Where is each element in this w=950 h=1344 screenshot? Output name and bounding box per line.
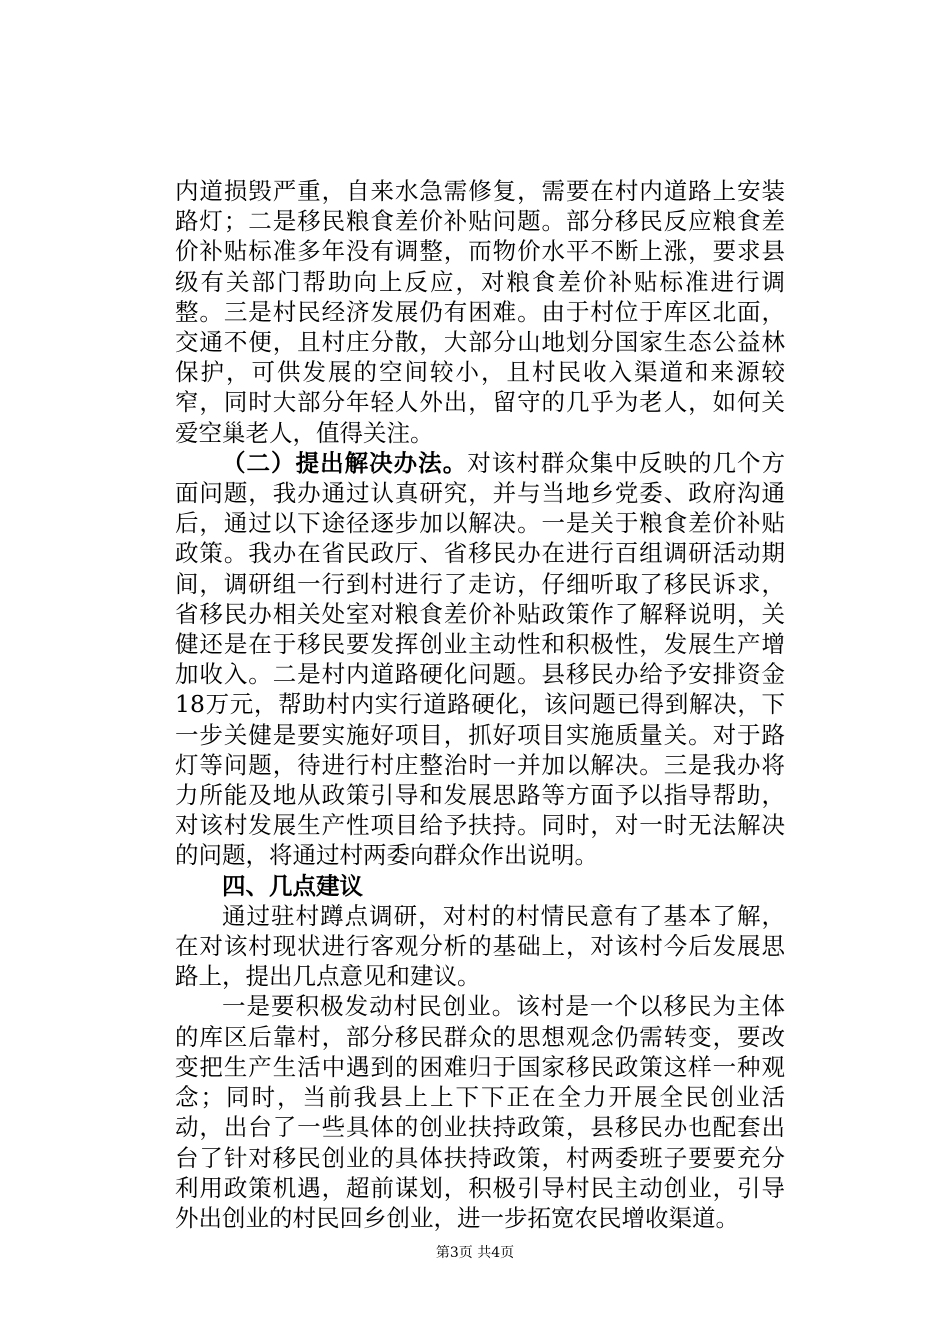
document-body bbox=[175, 176, 785, 1233]
paragraph-suggestion-one: 一是要积极发动村民创业。该村是一个以移民为主体的库区后靠村，部分移民群众的思想观念仍需转变，要改变把生产生活中遇到的困难归于国家移民政策这样一种观念；同时，当前我县上上下下正在全力开展全民创业活动，出台了一些具体的创业扶持政策，县移民办也配套出台了针对移民创业的具体扶持政策，村两委班子要要充分利用政策机遇，超前谋划，积极引导村民主动创业，引导外出创业的村民回乡创业，进一步拓宽农民增收渠道。 bbox=[175, 992, 785, 1232]
paragraph-solutions bbox=[175, 448, 785, 871]
paragraph-solutions-text: 对该村群众集中反映的几个方面问题，我办通过认真研究，并与当地乡党委、政府沟通后，通过以下途径逐步加以解决。一是关于粮食差价补贴政策。我办在省民政厅、省移民办在进行百组调研活动期间，调研组一行到村进行了走访，仔细听取了移民诉求，省移民办相关处室对粮食差价补贴政策作了解释说明，关健还是在于移民要发挥创业主动性和积极性，发展生产增加收入。二是村内道路硬化问题。县移民办给予安排资金18万元，帮助村内实行道路硬化，该问题已得到解决，下一步关健是要实施好项目，抓好项目实施质量关。对于路灯等问题，待进行村庄整治时一并加以解决。三是我办将力所能及地从政策引导和发展思路等方面予以指导帮助，对该村发展生产性项目给予扶持。同时，对一时无法解决的问题，将通过村两委向群众作出说明。 bbox=[175, 448, 786, 870]
section-subheading-solutions: （二）提出解决办法。 bbox=[222, 448, 468, 477]
paragraph-suggestions-intro: 通过驻村蹲点调研，对村的村情民意有了基本了解，在对该村现状进行客观分析的基础上，对该村今后发展思路上，提出几点意见和建议。 bbox=[175, 901, 785, 991]
paragraph-problems-continued: 内道损毁严重，自来水急需修复，需要在村内道路上安装路灯；二是移民粮食差价补贴问题。部分移民反应粮食差价补贴标准多年没有调整，而物价水平不断上涨，要求县级有关部门帮助向上反应，对粮食差价补贴标准进行调整。三是村民经济发展仍有困难。由于村位于库区北面，交通不便，且村庄分散，大部分山地划分国家生态公益林保护，可供发展的空间较小，且村民收入渠道和来源较窄，同时大部分年轻人外出，留守的几乎为老人，如何关爱空巢老人，值得关注。 bbox=[175, 177, 785, 447]
section-heading-suggestions: 四、几点建议 bbox=[222, 871, 363, 900]
page-footer: 第3页 共4页 bbox=[435, 1245, 515, 1261]
